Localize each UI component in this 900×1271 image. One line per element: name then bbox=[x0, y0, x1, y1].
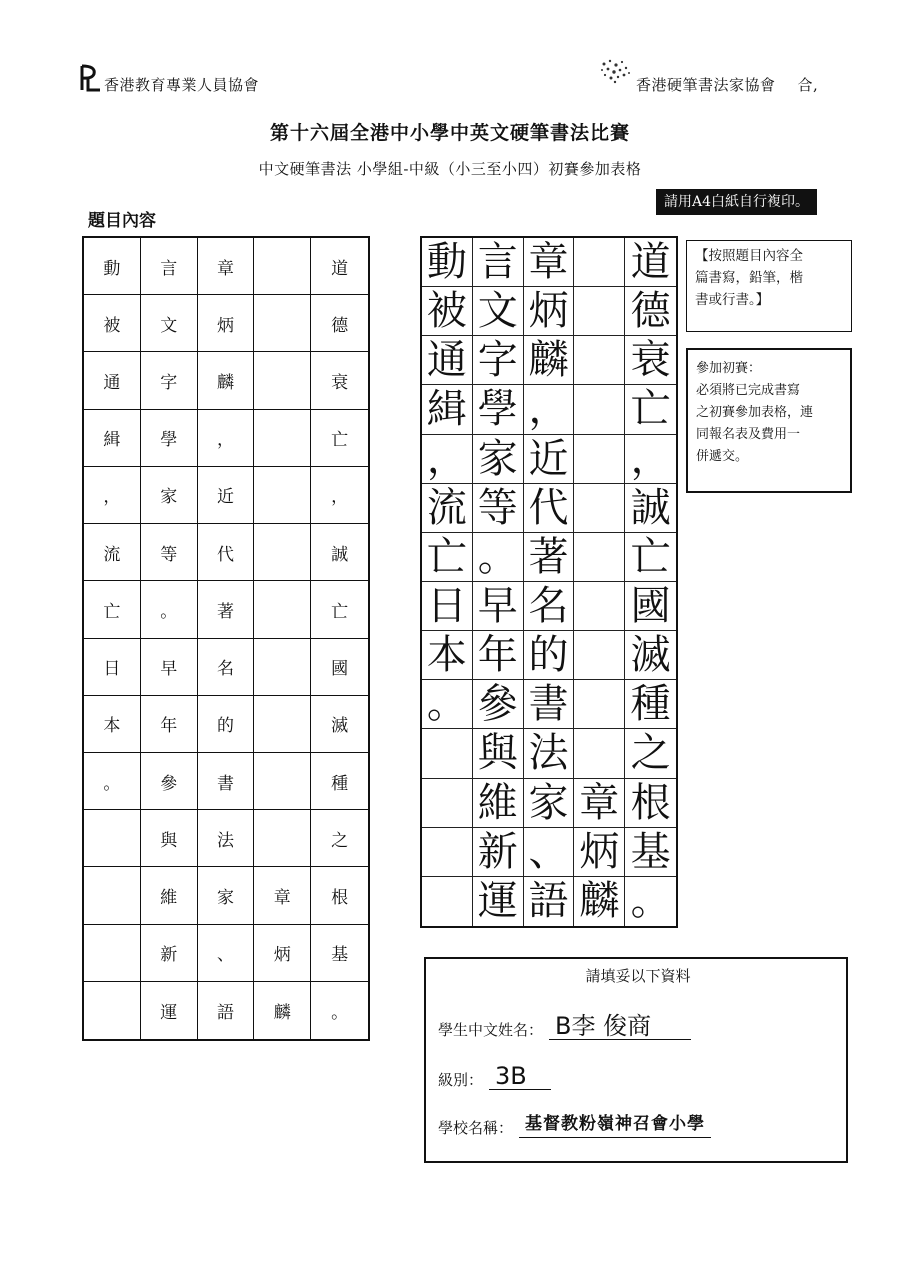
printed-grid-cell: 。 bbox=[84, 753, 141, 810]
handwritten-grid-cell[interactable] bbox=[574, 238, 625, 287]
instruction-box bbox=[686, 240, 852, 332]
handwritten-grid-cell[interactable]: 近 bbox=[524, 435, 575, 484]
handwritten-grid-cell[interactable]: ， bbox=[625, 435, 676, 484]
printed-grid-cell bbox=[254, 524, 311, 581]
printed-grid-cell: 。 bbox=[331, 1002, 349, 1023]
handwritten-grid-cell[interactable]: 早 bbox=[473, 582, 524, 631]
right-org-tail: 合, bbox=[797, 76, 819, 94]
hkptu-logo-icon bbox=[78, 64, 102, 94]
handwritten-grid-cell[interactable]: 文 bbox=[473, 287, 524, 336]
handwritten-grid-cell[interactable]: 道 bbox=[625, 238, 676, 287]
handwritten-grid-cell[interactable]: 炳 bbox=[524, 287, 575, 336]
handwritten-grid-cell[interactable]: 基 bbox=[625, 828, 676, 877]
printed-grid-cell: 字 bbox=[141, 352, 198, 409]
right-org-name bbox=[636, 74, 818, 95]
printed-grid-cell: 與 bbox=[141, 810, 198, 867]
handwritten-grid-cell[interactable]: 。 bbox=[422, 680, 473, 729]
handwritten-grid-cell[interactable] bbox=[574, 582, 625, 631]
handwritten-grid-cell[interactable]: 通 bbox=[422, 336, 473, 385]
handwritten-grid-cell[interactable]: 。 bbox=[473, 533, 524, 582]
handwritten-grid-cell[interactable]: 衰 bbox=[625, 336, 676, 385]
printed-grid-cell: 近 bbox=[198, 467, 255, 524]
handwritten-grid-cell[interactable]: 滅 bbox=[625, 631, 676, 680]
handwritten-grid-cell[interactable] bbox=[574, 287, 625, 336]
handwritten-answer-grid[interactable] bbox=[420, 236, 678, 928]
printed-grid-cell: 炳 bbox=[254, 925, 311, 982]
handwritten-grid-cell[interactable]: 炳 bbox=[574, 828, 625, 877]
handwritten-grid-cell[interactable]: 書 bbox=[524, 680, 575, 729]
handwritten-grid-cell[interactable]: 國 bbox=[625, 582, 676, 631]
form-heading: 請填妥以下資料 bbox=[585, 967, 691, 985]
entry-line: 之初賽參加表格，連 bbox=[696, 405, 814, 420]
printed-grid-cell: 早 bbox=[141, 639, 198, 696]
printed-grid-cell: 等 bbox=[141, 524, 198, 581]
printed-grid-cell bbox=[254, 410, 311, 467]
printed-grid-cell: 種 bbox=[311, 753, 368, 810]
handwritten-grid-cell[interactable]: 日 bbox=[422, 582, 473, 631]
handwritten-grid-cell[interactable]: 法 bbox=[524, 729, 575, 778]
printed-grid-cell: 之 bbox=[311, 810, 368, 867]
handwritten-grid-cell[interactable]: 德 bbox=[625, 287, 676, 336]
printed-grid-cell: ， bbox=[311, 467, 368, 524]
handwritten-grid-cell[interactable] bbox=[574, 533, 625, 582]
printed-grid-cell bbox=[254, 295, 311, 352]
printed-grid-cell: 文 bbox=[141, 295, 198, 352]
class-field[interactable]: 3B bbox=[489, 1063, 551, 1090]
printed-grid-cell: 著 bbox=[198, 581, 255, 638]
printed-grid-cell bbox=[254, 696, 311, 753]
handwritten-grid-cell[interactable]: 之 bbox=[625, 729, 676, 778]
name-field[interactable]: B李 俊商 bbox=[549, 1013, 691, 1040]
form-subtitle: 中文硬筆書法 小學組-中級（小三至小四）初賽參加表格 bbox=[258, 160, 642, 178]
printed-grid-cell: 動 bbox=[84, 238, 141, 295]
printed-text-grid bbox=[82, 236, 370, 1041]
entry-instructions-box bbox=[686, 348, 852, 493]
printed-grid-cell: 維 bbox=[141, 867, 198, 924]
printed-grid-cell: 衰 bbox=[311, 352, 368, 409]
printed-grid-cell: 緝 bbox=[84, 410, 141, 467]
handwritten-grid-cell[interactable]: 家 bbox=[473, 435, 524, 484]
handwritten-grid-cell[interactable] bbox=[422, 779, 473, 828]
printed-grid-cell bbox=[254, 467, 311, 524]
class-label: 級別： bbox=[438, 1071, 484, 1089]
handwritten-grid-cell[interactable]: 流 bbox=[422, 484, 473, 533]
entry-line: 參加初賽： bbox=[696, 361, 762, 376]
handwritten-grid-cell[interactable]: 本 bbox=[422, 631, 473, 680]
handwritten-grid-cell[interactable]: 學 bbox=[473, 385, 524, 434]
entry-line: 併遞交。 bbox=[696, 449, 749, 464]
instruction-line: 篇書寫，鉛筆，楷 bbox=[695, 270, 803, 286]
handwritten-grid-cell[interactable]: 章 bbox=[574, 779, 625, 828]
printed-grid-cell bbox=[254, 810, 311, 867]
handwritten-grid-cell[interactable]: 根 bbox=[625, 779, 676, 828]
handwritten-grid-cell[interactable] bbox=[574, 631, 625, 680]
printed-grid-cell: 新 bbox=[141, 925, 198, 982]
handwritten-grid-cell[interactable] bbox=[574, 435, 625, 484]
printed-grid-cell: 章 bbox=[254, 867, 311, 924]
printed-grid-cell: 炳 bbox=[198, 295, 255, 352]
printed-grid-cell: 年 bbox=[141, 696, 198, 753]
instruction-line: 書或行書。】 bbox=[695, 292, 770, 308]
name-label: 學生中文姓名： bbox=[438, 1021, 544, 1039]
printed-grid-cell: 誠 bbox=[311, 524, 368, 581]
handwritten-grid-cell[interactable]: 亡 bbox=[422, 533, 473, 582]
handwritten-grid-cell[interactable]: 運 bbox=[473, 877, 524, 926]
printed-grid-cell: 的 bbox=[198, 696, 255, 753]
printed-grid-cell: 語 bbox=[198, 982, 255, 1039]
printed-grid-cell: 書 bbox=[198, 753, 255, 810]
handwritten-grid-cell[interactable] bbox=[574, 336, 625, 385]
handwritten-grid-cell[interactable] bbox=[574, 385, 625, 434]
handwritten-grid-cell[interactable]: 言 bbox=[473, 238, 524, 287]
handwritten-grid-cell[interactable]: 語 bbox=[524, 877, 575, 926]
printed-grid-cell bbox=[84, 810, 141, 867]
printed-grid-cell: 麟 bbox=[198, 352, 255, 409]
printed-grid-cell bbox=[254, 639, 311, 696]
handwritten-grid-cell[interactable] bbox=[422, 729, 473, 778]
handwritten-grid-cell[interactable] bbox=[574, 729, 625, 778]
class-row bbox=[438, 1063, 551, 1090]
student-info-form bbox=[424, 957, 848, 1163]
school-field[interactable]: 基督教粉嶺神召會小學 bbox=[519, 1111, 711, 1138]
printed-grid-cell: 滅 bbox=[311, 696, 368, 753]
printed-grid-cell: 亡 bbox=[311, 410, 368, 467]
printed-grid-cell: 家 bbox=[141, 467, 198, 524]
left-org-name: 香港教育專業人員協會 bbox=[104, 76, 260, 94]
school-row bbox=[438, 1111, 711, 1138]
handwritten-grid-cell[interactable]: 家 bbox=[524, 779, 575, 828]
copy-note-badge: 請用A4白紙自行複印。 bbox=[656, 189, 817, 215]
instruction-line: 【按照題目內容全 bbox=[695, 248, 803, 264]
handwritten-grid-cell[interactable] bbox=[574, 484, 625, 533]
handwritten-grid-cell[interactable]: 與 bbox=[473, 729, 524, 778]
handwritten-grid-cell[interactable]: 種 bbox=[625, 680, 676, 729]
right-org-label: 香港硬筆書法家協會 bbox=[636, 76, 776, 94]
printed-grid-cell bbox=[254, 238, 311, 295]
handwritten-grid-cell[interactable]: 著 bbox=[524, 533, 575, 582]
competition-title: 第十六屆全港中小學中英文硬筆書法比賽 bbox=[269, 122, 630, 144]
handwritten-grid-cell[interactable]: 章 bbox=[524, 238, 575, 287]
entry-line: 必須將已完成書寫 bbox=[696, 383, 801, 398]
handwritten-grid-cell[interactable] bbox=[422, 828, 473, 877]
printed-grid-cell: 本 bbox=[84, 696, 141, 753]
printed-grid-cell: 章 bbox=[198, 238, 255, 295]
printed-grid-cell bbox=[84, 982, 141, 1039]
handwritten-grid-cell[interactable]: ， bbox=[524, 385, 575, 434]
printed-grid-cell: 參 bbox=[141, 753, 198, 810]
printed-grid-cell: 學 bbox=[141, 410, 198, 467]
printed-grid-cell: 代 bbox=[198, 524, 255, 581]
handwritten-grid-cell[interactable]: 動 bbox=[422, 238, 473, 287]
printed-grid-cell: 家 bbox=[198, 867, 255, 924]
calligraphy-association-logo-icon bbox=[596, 56, 636, 86]
handwritten-grid-cell[interactable]: 參 bbox=[473, 680, 524, 729]
handwritten-grid-cell[interactable]: 新 bbox=[473, 828, 524, 877]
handwritten-grid-cell[interactable]: 等 bbox=[473, 484, 524, 533]
handwritten-grid-cell[interactable] bbox=[574, 680, 625, 729]
handwritten-grid-cell[interactable]: ， bbox=[422, 435, 473, 484]
printed-grid-cell: ， bbox=[84, 467, 141, 524]
school-label: 學校名稱： bbox=[438, 1119, 514, 1137]
printed-grid-cell: 通 bbox=[84, 352, 141, 409]
printed-grid-cell: 、 bbox=[198, 925, 255, 982]
handwritten-grid-cell[interactable]: 麟 bbox=[574, 877, 625, 926]
handwritten-grid-cell[interactable]: 字 bbox=[473, 336, 524, 385]
printed-grid-cell: 。 bbox=[141, 581, 198, 638]
printed-grid-cell: 根 bbox=[311, 867, 368, 924]
handwritten-grid-cell[interactable]: 誠 bbox=[625, 484, 676, 533]
printed-grid-cell: 被 bbox=[84, 295, 141, 352]
printed-grid-cell: 言 bbox=[141, 238, 198, 295]
handwritten-grid-cell[interactable]: 亡 bbox=[625, 533, 676, 582]
handwritten-grid-cell[interactable]: 、 bbox=[524, 828, 575, 877]
handwritten-grid-cell[interactable]: 緝 bbox=[422, 385, 473, 434]
handwritten-grid-cell[interactable]: 維 bbox=[473, 779, 524, 828]
printed-grid-cell: 基 bbox=[311, 925, 368, 982]
name-row bbox=[438, 1013, 691, 1040]
printed-grid-cell: 流 bbox=[84, 524, 141, 581]
printed-grid-cell bbox=[254, 753, 311, 810]
printed-grid-cell: 亡 bbox=[311, 581, 368, 638]
printed-grid-cell bbox=[84, 925, 141, 982]
handwritten-grid-cell[interactable]: 代 bbox=[524, 484, 575, 533]
printed-grid-cell: ， bbox=[198, 410, 255, 467]
printed-grid-cell: 日 bbox=[84, 639, 141, 696]
printed-grid-cell: 德 bbox=[311, 295, 368, 352]
handwritten-grid-cell[interactable]: 麟 bbox=[524, 336, 575, 385]
printed-grid-cell bbox=[254, 581, 311, 638]
handwritten-grid-cell[interactable]: 。 bbox=[630, 878, 671, 925]
printed-grid-cell bbox=[254, 352, 311, 409]
handwritten-grid-cell[interactable]: 年 bbox=[473, 631, 524, 680]
printed-grid-cell: 運 bbox=[141, 982, 198, 1039]
entry-line: 同報名表及費用一 bbox=[696, 427, 801, 442]
handwritten-grid-cell[interactable] bbox=[422, 877, 473, 926]
printed-grid-cell: 法 bbox=[198, 810, 255, 867]
printed-grid-cell: 麟 bbox=[254, 982, 311, 1039]
printed-grid-cell bbox=[84, 867, 141, 924]
section-label: 題目內容 bbox=[88, 211, 156, 231]
handwritten-grid-cell[interactable]: 被 bbox=[422, 287, 473, 336]
printed-grid-cell: 道 bbox=[311, 238, 368, 295]
handwritten-grid-cell[interactable]: 的 bbox=[524, 631, 575, 680]
handwritten-grid-cell[interactable]: 亡 bbox=[625, 385, 676, 434]
handwritten-grid-cell[interactable]: 名 bbox=[524, 582, 575, 631]
printed-grid-cell: 亡 bbox=[84, 581, 141, 638]
printed-grid-cell: 名 bbox=[198, 639, 255, 696]
printed-grid-cell: 國 bbox=[311, 639, 368, 696]
